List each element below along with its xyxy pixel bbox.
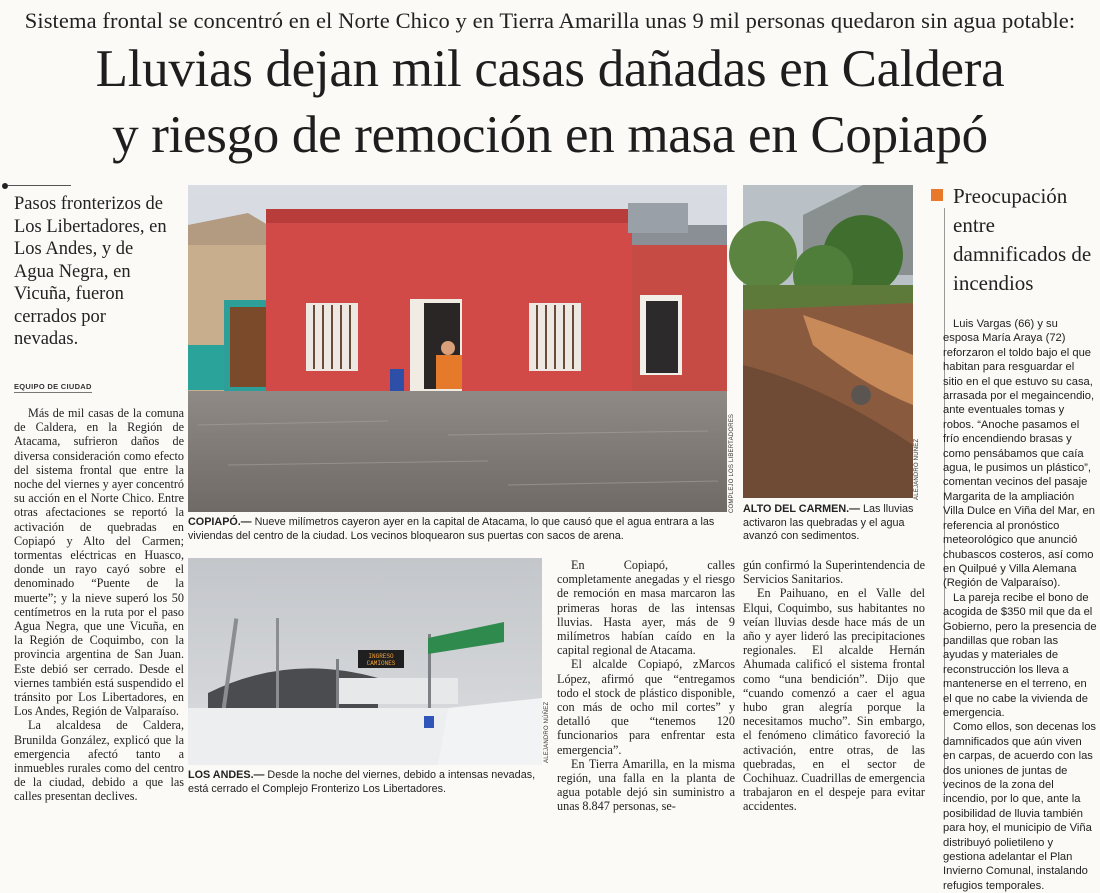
body-paragraph: En Copiapó, calles completamente anegadas y el riesgo de remoción en masa marcaron las primeras horas de las intensas lluvias. Hasta ayer, más de 9 milímetros habían caído en la capital regional de Atacama. [557, 558, 735, 658]
photo-caption-alto-del-carmen [743, 503, 915, 544]
photo-credit: ALEJANDRO NÚÑEZ [544, 701, 550, 763]
sign-text-2: CAMIONES [366, 660, 396, 667]
body-column-4 [743, 558, 925, 814]
body-paragraph: gún confirmó la Superintendencia de Servicios Sanitarios. [743, 558, 925, 587]
sidebar-paragraph: La pareja recibe el bono de acogida de $350 mil que da el Gobierno, pero la presencia de pandillas que roban las ayudas y materiales de reconstrucción los lleva a mantenerse en el terreno, en el que no cabe la vivienda de emergencia. [943, 591, 1097, 719]
caption-text: Nueve milímetros cayeron ayer en la capital de Atacama, lo que causó que el agua entrara a las viviendas del centro de la ciudad. Los vecinos bloquearon sus puertas con sacos de arena. [188, 516, 715, 542]
sidebar-paragraph: Como ellos, son decenas los damnificados que aún viven en carpas, de acuerdo con las dos uniones de juntas de vecinos de la zona del incendio, por lo que, ante la posibilidad de lluvia también para hoy, el municipio de Viña distribuyó polietileno y gestiona adelantar el Plan Invierno Comunal, instalando refugios temporales. [943, 721, 1097, 892]
photo-credit: ALEJANDRO NÚÑEZ [914, 438, 920, 500]
photo-caption-los-andes [188, 769, 548, 796]
kicker: Sistema frontal se concentró en el Norte Chico y en Tierra Amarilla unas 9 mil personas quedaron sin agua potable: [24, 8, 1076, 33]
sidebar-heading: Preocupación entre damnificados de incendios [953, 184, 1092, 295]
bullet-dot-icon [2, 183, 8, 189]
photo-credit: COMPLEJO LOS LIBERTADORES [729, 413, 735, 513]
caption-label: COPIAPÓ.— [188, 516, 252, 528]
body-paragraph: En Tierra Amarilla, en la misma región, una falla en la planta de agua potable dejó sin suministro a unas 8.847 personas, se- [557, 756, 735, 814]
body-paragraph: El alcalde Copiapó, zMarcos López, afirmó que “entregamos todo el stock de plástico disponible, con más de ocho mil cortes” y detalló que “tenemos 120 funcionarios para enfrentar esta emergencia”. [557, 657, 735, 757]
sidebar-body [943, 317, 1097, 893]
caption-label: LOS ANDES.— [188, 769, 265, 781]
deck: Pasos fronterizos de Los Libertadores, en Los Andes, y de Agua Negra, en Vicuña, fueron cerrados por nevadas. [14, 194, 167, 349]
caption-label: ALTO DEL CARMEN.— [743, 503, 860, 515]
byline: EQUIPO DE CIUDAD [14, 382, 92, 391]
sign-text-1: INGRESO [368, 653, 394, 660]
headline-line-1: Lluvias dejan mil casas dañadas en Caldera [95, 40, 1005, 98]
deck-rule [8, 185, 71, 186]
body-column-1 [14, 406, 184, 804]
sidebar-paragraph: Luis Vargas (66) y su esposa María Araya (72) reforzaron el toldo bajo el que habitan para resguardar el sitio en el que estuvo su casa, arrasada por el megaincendio, ante eventuales tomas y robos. “Anoche pasamos el frío encendiendo brasas y como pensábamos que caía agua, le pusimos un plástico”, comentan vecinos del pasaje Margarita de la ampliación Villa Dulce en Viña del Mar, en referencia al pronóstico meteorológico que anunció chubascos costeros, así como en Quilpué y Villa Alemana (Región de Valparaíso). [943, 318, 1095, 590]
body-paragraph: En Paihuano, en el Valle del Elqui, Coquimbo, sus habitantes no veían lluvias desde hace más de un año y ayer lideró las precipitaciones regionales. El alcalde Hernán Ahumada calificó el sistema frontal como “una bendición”. Dijo que “cuando comenzó a caer el agua hubo gran alegría porque la necesitamos mucho”. Sin embargo, el fenómeno climático favoreció la activación, entre otras, de las quebradas, en el sector de Cochihuaz. Cuadrillas de emergencia trabajaron en el despeje para evitar accidentes. [743, 586, 925, 814]
caption-text: Desde la noche del viernes, debido a intensas nevadas, está cerrado el Complejo Fronterizo Los Libertadores. [188, 769, 536, 795]
photo-los-andes [188, 558, 542, 765]
photo-caption-copiapo [188, 516, 728, 543]
body-paragraph: La alcaldesa de Caldera, Brunilda González, explicó que la emergencia afectó tanto a inmuebles rurales como del centro de la ciudad, debido a que las calles presentan declives. [14, 718, 184, 804]
sidebar-square-icon [931, 189, 943, 201]
body-column-3 [557, 558, 735, 814]
photo-alto-del-carmen [743, 185, 913, 498]
photo-copiapo [188, 185, 727, 512]
headline-line-2: y riesgo de remoción en masa en Copiapó [112, 106, 988, 164]
body-paragraph: Más de mil casas de la comuna de Caldera, en la Región de Atacama, sufrieron daños de diversa consideración como efecto del sistema frontal que entre la noche del viernes y ayer concentró su acción en el Norte Chico. Entre otras afectaciones se reportó la activación de quebradas en Copiapó y Alto del Carmen; tormentas eléctricas en Huasco, donde un rayo cayó sobre el denominado “Puente de la muerte”; y la nieve superó los 50 centímetros en la ruta por el paso Agua Negra, que une Vicuña, en la Región de Coquimbo, con la provincia argentina de San Juan. Este debió ser cerrado. Desde el viernes también está suspendido el tránsito por Los Libertadores, en Los Andes, Región de Valparaíso. [14, 406, 184, 719]
caption-text: Las lluvias activaron las quebradas y el agua avanzó con sedimentos. [743, 503, 914, 543]
